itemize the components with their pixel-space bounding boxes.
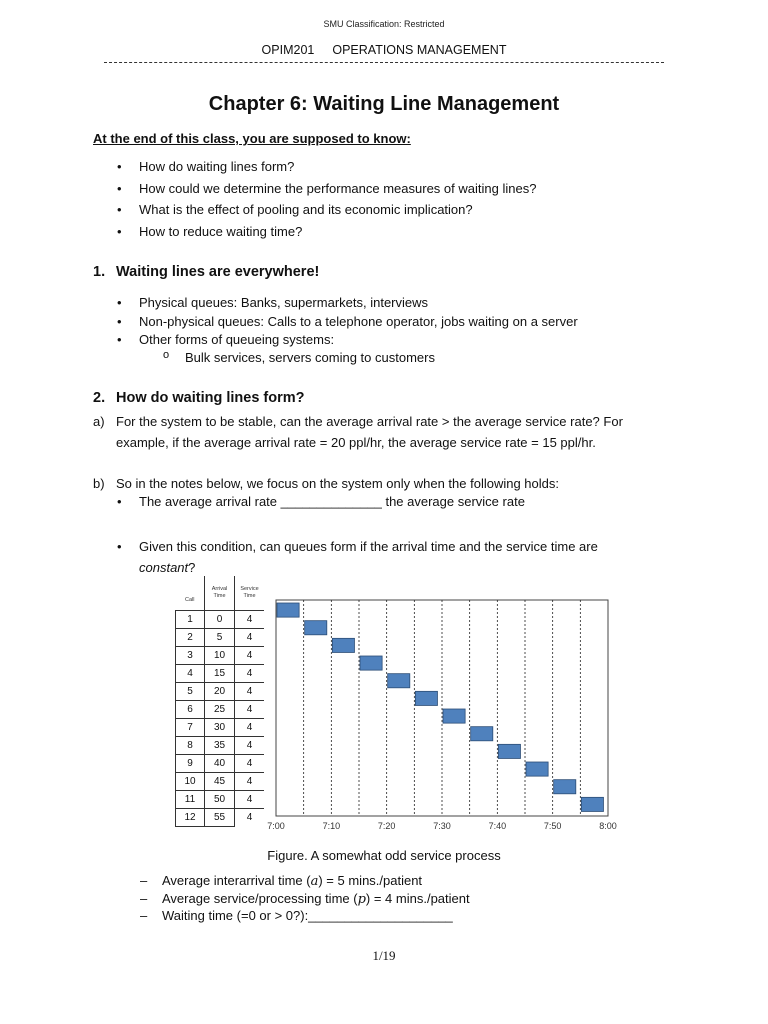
calls-table-row	[176, 809, 265, 827]
classification-label: SMU Classification: Restricted	[323, 19, 445, 29]
service-bar	[305, 621, 327, 635]
cell-call: 7	[176, 719, 205, 737]
calls-table-row	[176, 791, 265, 809]
measure-text: ) = 4 mins./patient	[365, 890, 470, 906]
cell-call: 11	[176, 791, 205, 809]
calls-table	[175, 576, 264, 827]
calls-table-row	[176, 773, 265, 791]
section-2-heading	[93, 390, 305, 406]
cell-service-time: 4	[235, 755, 265, 773]
service-bar	[471, 727, 493, 741]
dashed-divider	[104, 62, 664, 63]
measure-text: Waiting time (=0 or > 0?):____________________	[162, 908, 453, 923]
service-gantt-chart	[267, 598, 617, 838]
question-a-label: a)	[93, 414, 105, 429]
condition-item: • The average arrival rate ______________ the average service rate	[117, 494, 525, 509]
calls-table-row	[176, 629, 265, 647]
cell-arrival-time: 35	[205, 737, 235, 755]
service-bar	[332, 638, 354, 652]
calls-table-row	[176, 611, 265, 629]
cell-arrival-time: 25	[205, 701, 235, 719]
service-bar	[526, 762, 548, 776]
queue-types-list	[117, 295, 578, 351]
cell-arrival-time: 50	[205, 791, 235, 809]
question-a	[93, 411, 676, 453]
service-bar	[277, 603, 299, 617]
cell-call: 4	[176, 665, 205, 683]
measure-item	[140, 891, 470, 909]
queue-subtype-item: o Bulk services, servers coming to customers	[163, 350, 435, 365]
cell-arrival-time: 55	[205, 809, 235, 827]
measure-item	[140, 873, 470, 891]
calls-table-row	[176, 755, 265, 773]
cell-call: 6	[176, 701, 205, 719]
cell-service-time: 4	[235, 809, 265, 827]
cell-arrival-time: 45	[205, 773, 235, 791]
cell-call: 9	[176, 755, 205, 773]
x-tick-label: 7:20	[377, 821, 396, 831]
queue-type-item: • Physical queues: Banks, supermarkets, interviews	[117, 295, 578, 314]
section-1-number: 1.	[93, 264, 106, 280]
measures-list	[140, 873, 470, 926]
cell-service-time: 4	[235, 611, 265, 629]
course-name: OPERATIONS MANAGEMENT	[332, 43, 507, 57]
given-list	[117, 536, 647, 578]
cell-arrival-time: 30	[205, 719, 235, 737]
section-2-title: How do waiting lines form?	[116, 390, 305, 406]
calls-table-row	[176, 737, 265, 755]
queue-type-item: • Non-physical queues: Calls to a telephone operator, jobs waiting on a server	[117, 314, 578, 333]
calls-table-row	[176, 701, 265, 719]
figure-caption: Figure. A somewhat odd service process	[267, 848, 501, 863]
header-call: Call	[176, 576, 205, 611]
cell-service-time: 4	[235, 701, 265, 719]
calls-table-header	[176, 576, 265, 611]
cell-call: 3	[176, 647, 205, 665]
cell-service-time: 4	[235, 683, 265, 701]
queue-subtypes-list	[163, 350, 435, 365]
cell-arrival-time: 20	[205, 683, 235, 701]
cell-service-time: 4	[235, 665, 265, 683]
measure-text: ) = 5 mins./patient	[318, 873, 423, 888]
queue-type-item: • Other forms of queueing systems:	[117, 332, 578, 351]
service-bar	[498, 744, 520, 758]
section-2-number: 2.	[93, 390, 106, 406]
question-a-text: For the system to be stable, can the average arrival rate > the average service rate? For example, if the average arrival rate = 20 ppl/hr, the average service rate = 15 ppl/hr.	[116, 414, 623, 450]
header-arrival-time: Arrival Time	[205, 576, 235, 611]
cell-arrival-time: 5	[205, 629, 235, 647]
service-bar	[415, 691, 437, 705]
x-tick-label: 7:40	[488, 821, 507, 831]
cell-service-time: 4	[235, 719, 265, 737]
course-code: OPIM201	[261, 43, 315, 57]
given-text: Given this condition, can queues form if the arrival time and the service time are	[139, 539, 598, 554]
service-bar	[581, 797, 603, 811]
cell-arrival-time: 0	[205, 611, 235, 629]
calls-table-row	[176, 719, 265, 737]
question-b-text: So in the notes below, we focus on the system only when the following holds:	[116, 476, 559, 491]
x-tick-label: 7:10	[322, 821, 341, 831]
objective-item: • How to reduce waiting time?	[117, 224, 536, 246]
given-emphasis: constant	[139, 560, 189, 575]
calls-table-body	[176, 611, 265, 827]
cell-service-time: 4	[235, 647, 265, 665]
service-bar	[443, 709, 465, 723]
cell-service-time: 4	[235, 737, 265, 755]
objective-item: • How could we determine the performance measures of waiting lines?	[117, 181, 536, 203]
measure-text: Average service/processing time (	[162, 890, 358, 906]
cell-arrival-time: 15	[205, 665, 235, 683]
cell-arrival-time: 40	[205, 755, 235, 773]
x-tick-label: 7:30	[433, 821, 451, 831]
measure-variable: a	[310, 874, 319, 889]
chapter-title: Chapter 6: Waiting Line Management	[208, 93, 560, 115]
calls-table-row	[176, 665, 265, 683]
question-b	[93, 473, 676, 494]
given-end: ?	[188, 560, 196, 575]
section-1-title: Waiting lines are everywhere!	[116, 264, 320, 280]
x-tick-label: 7:50	[543, 821, 562, 831]
cell-arrival-time: 10	[205, 647, 235, 665]
objectives-list	[117, 159, 536, 245]
service-bar	[388, 674, 410, 688]
calls-table-row	[176, 683, 265, 701]
question-b-label: b)	[93, 476, 105, 491]
header-service-time: Service Time	[235, 576, 265, 611]
objective-item: • How do waiting lines form?	[117, 159, 536, 181]
objectives-heading: At the end of this class, you are supposed to know:	[93, 131, 411, 146]
section-1-heading	[93, 264, 319, 280]
x-tick-label: 7:00	[267, 821, 285, 831]
cell-service-time: 4	[235, 629, 265, 647]
calls-table-row	[176, 647, 265, 665]
x-tick-label: 8:00	[599, 821, 617, 831]
service-bar	[554, 780, 576, 794]
service-bar	[360, 656, 382, 670]
cell-service-time: 4	[235, 773, 265, 791]
cell-call: 2	[176, 629, 205, 647]
cell-service-time: 4	[235, 791, 265, 809]
given-item	[117, 536, 647, 578]
measure-variable: p	[357, 891, 366, 907]
cell-call: 8	[176, 737, 205, 755]
page-number: 1/19	[372, 948, 396, 963]
cell-call: 10	[176, 773, 205, 791]
measure-text: Average interarrival time (	[162, 873, 311, 888]
objective-item: • What is the effect of pooling and its economic implication?	[117, 202, 536, 224]
cell-call: 12	[176, 809, 205, 827]
course-header	[0, 43, 768, 57]
cell-call: 1	[176, 611, 205, 629]
measure-item	[140, 908, 470, 926]
cell-call: 5	[176, 683, 205, 701]
condition-list	[117, 494, 525, 509]
